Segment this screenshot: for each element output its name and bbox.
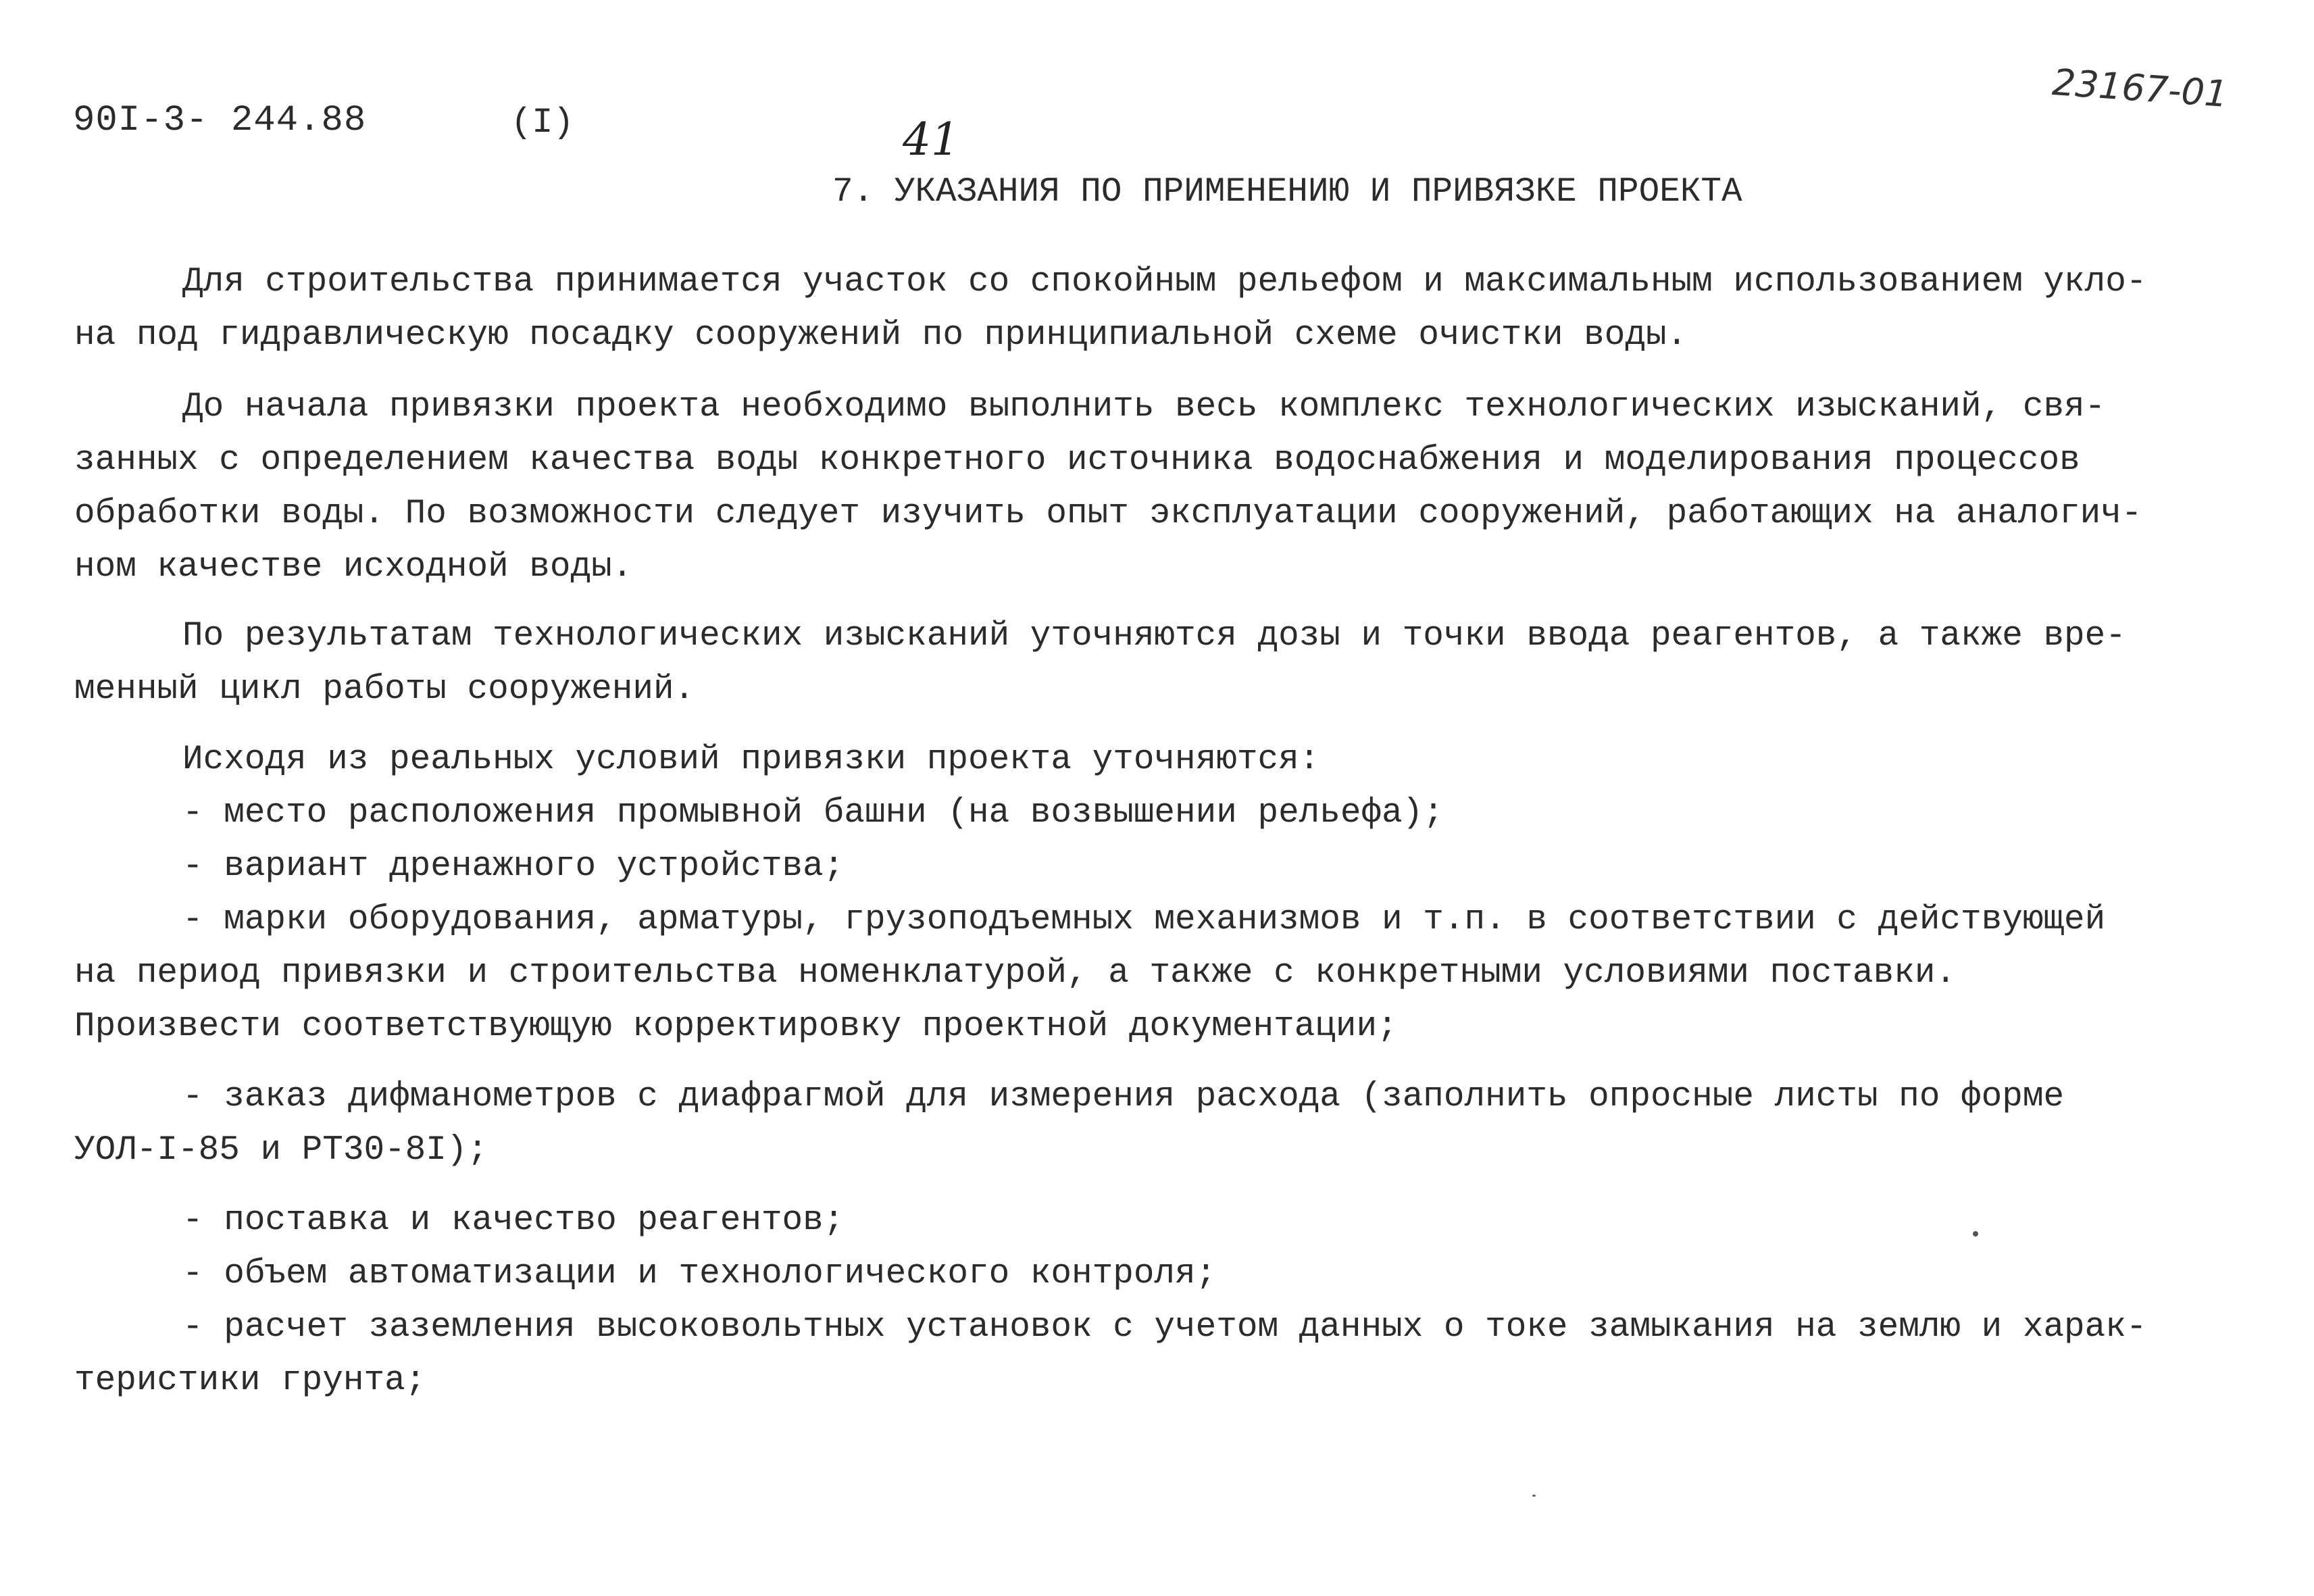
list-item: - марки оборудования, арматуры, грузоподъемных механизмов и т.п. в соответствии с действующей xyxy=(182,901,2106,939)
paragraph-line: на под гидравлическую посадку сооружений по принципиальной схеме очистки воды. xyxy=(74,316,1688,355)
paragraph-line: занных с определением качества воды конкретного источника водоснабжения и моделирования процессов xyxy=(74,441,2080,480)
paragraph-line: теристики грунта; xyxy=(74,1362,426,1400)
scan-speck xyxy=(1532,1495,1536,1497)
section-title: 7. УКАЗАНИЯ ПО ПРИМЕНЕНИЮ И ПРИВЯЗКЕ ПРОЕКТА xyxy=(832,173,1742,211)
paragraph-line: на период привязки и строительства номенклатурой, а также с конкретными условиями поставки. xyxy=(74,954,1957,993)
paragraph-line: По результатам технологических изысканий уточняются дозы и точки ввода реагентов, а также вре- xyxy=(182,617,2126,655)
sheet-marker: (I) xyxy=(511,103,574,143)
handwritten-archive-number: 23167-01 xyxy=(2051,61,2230,116)
list-item: - расчет заземления высоковольтных установок с учетом данных о токе замыкания на землю и харак- xyxy=(182,1308,2147,1347)
list-item: - место расположения промывной башни (на возвышении рельефа); xyxy=(182,794,1444,832)
list-item: - вариант дренажного устройства; xyxy=(182,847,845,886)
handwritten-page-number: 41 xyxy=(903,114,959,166)
paragraph-line: Исходя из реальных условий привязки проекта уточняются: xyxy=(182,741,1320,779)
document-code: 90I-3- 244.88 xyxy=(73,100,367,141)
list-item: - заказ дифманометров с диафрагмой для измерения расхода (заполнить опросные листы по форме xyxy=(182,1078,2065,1116)
paragraph-line: До начала привязки проекта необходимо выполнить весь комплекс технологических изысканий, свя- xyxy=(182,388,2106,426)
paragraph-line: Произвести соответствующую корректировку проектной документации; xyxy=(74,1007,1398,1046)
paragraph-line: ном качестве исходной воды. xyxy=(74,548,633,587)
paragraph-line: УОЛ-I-85 и РТ30-8I); xyxy=(74,1131,488,1170)
list-item: - объем автоматизации и технологического контроля; xyxy=(182,1255,1217,1293)
paragraph-line: Для строительства принимается участок со спокойным рельефом и максимальным использованием укло- xyxy=(182,263,2147,301)
paragraph-line: менный цикл работы сооружений. xyxy=(74,670,695,709)
list-item: - поставка и качество реагентов; xyxy=(182,1201,845,1240)
scan-speck xyxy=(1973,1231,1978,1237)
paragraph-line: обработки воды. По возможности следует изучить опыт эксплуатации сооружений, работающих на аналогич- xyxy=(74,495,2142,533)
